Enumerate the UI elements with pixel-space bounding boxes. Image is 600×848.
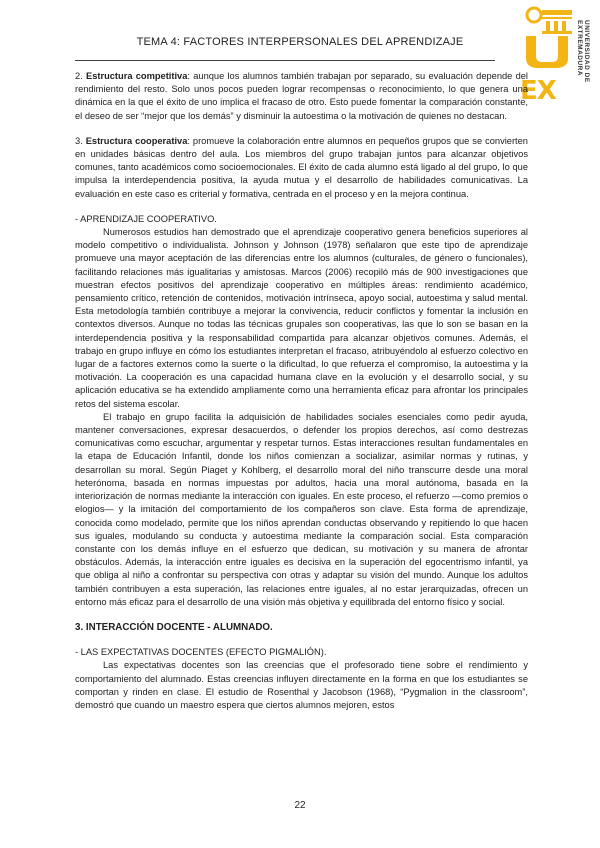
page-number: 22	[294, 800, 306, 811]
paragraph-cooperative-learning-1: Numerosos estudios han demostrado que el aprendizaje cooperativo genera beneficios superiores al modelo competitivo o individualista. Johnson y Johnson (1978) señalaron que este tipo de aprendizaje promueve una mayor aceptación de las diferencias entre los alumnos (culturales, de género o funcionales), facilitando relaciones más igualitarias y amistosas. Marcos (2006) recopiló más de 900 investigaciones que muestran efectos positivos del aprendizaje cooperativo en múltiples áreas: rendimiento académico, pensamiento crítico, retención de contenidos, motivación intrínseca, apoyo social, autoestima y salud mental. Esta metodología también contribuye a mejorar la convivencia, reducir conflictos y fomentar la inclusión en contextos diversos. Aunque no todas las técnicas grupales son cooperativas, las que lo son se basan en la interdependencia positiva y la responsabilidad compartida para alcanzar objetivos comunes. Además, el trabajo en grupo influye en cómo los estudiantes interpretan el fracaso, atribuyéndolo al esfuerzo colectivo en lugar de a factores externos como la suerte o la dificultad, lo que refuerza el compromiso, la autoestima y la motivación. La cooperación es una capacidad humana clave en la evolución y el desarrollo social, y su aplicación educativa se ha extendido ampliamente como una herramienta eficaz para afrontar los principales retos del sistema escolar.	[75, 227, 528, 409]
term-cooperative: Estructura cooperativa	[85, 135, 188, 146]
university-logo	[520, 6, 592, 106]
paragraph-text: : promueve la colaboración entre alumnos en pequeños grupos que se convierten en unidades básicas dentro del aula. Los miembros del grupo trabajan juntos para alcanzar objetivos comunes, tanto académicos como socioemocionales. El éxito de cada alumno está ligado al del grupo, lo que impulsa la interdependencia positiva, la ayuda mutua y el desarrollo de habilidades comunicativas. La evaluación en este caso es criterial y formativa, centrada en el proceso y en la mejora continua.	[75, 135, 528, 199]
logo-letters: EX	[520, 76, 556, 106]
item-number: 3.	[75, 135, 86, 146]
term-competitive: Estructura competitiva	[86, 71, 188, 81]
page-header: TEMA 4: FACTORES INTERPERSONALES DEL APRENDIZAJE	[136, 36, 464, 48]
logo-side-text: UNIVERSIDAD DE EXTREMADURA	[576, 20, 590, 83]
column-crest-icon	[524, 6, 574, 34]
header-rule	[75, 60, 495, 61]
paragraph-cooperative	[75, 135, 528, 201]
paragraph-competitive	[75, 70, 528, 123]
paragraph-expectations: Las expectativas docentes son las creencias que el profesorado tiene sobre el rendimiento y comportamiento del alumnado. Estas creencias influyen directamente en la forma en que los estudiantes se comportan y rinden en clase. El estudio de Rosenthal y Jacobson (1968), “Pygmalion in the classroom”, demostró que cuando un maestro espera que ciertos alumnos mejoren, estos	[75, 660, 528, 710]
subtitle-expectations: - LAS EXPECTATIVAS DOCENTES (EFECTO PIGMALIÓN).	[75, 647, 327, 658]
item-number: 2.	[75, 71, 86, 81]
paragraph-text: : aunque los alumnos también trabajan por separado, su evaluación depende del rendimiento del resto. Solo unos pocos pueden lograr recompensas o reconocimiento, lo que genera una dinámica en la que el éxito de uno implica el fracaso de otro. Esto puede fomentar la comparación constante, el deseo de ser “mejor que los demás” y disminuir la autoestima o la motivación de quienes no destacan.	[75, 71, 528, 121]
paragraph-cooperative-learning-2: El trabajo en grupo facilita la adquisición de habilidades sociales esenciales como pedir ayuda, mantener conversaciones, expresar desacuerdos, o defender los propios derechos, así como destrezas comunicativas como escuchar, argumentar y respetar turnos. Estas interacciones resultan fundamentales en la etapa de Educación Infantil, donde los niños comienzan a socializar, asimilar normas y rutinas, y desarrollan su moral. Según Piaget y Kohlberg, el desarrollo moral del niño transcurre desde una moral heterónoma, basada en normas impuestas por adultos, hacia una moral autónoma, basada en la interiorización de normas mediante la interacción con iguales. En este proceso, el refuerzo —como premios o elogios— y la imitación del comportamiento de los compañeros son clave. Esta forma de aprendizaje, conocida como modelado, permite que los niños aprendan conductas observando y repitiendo lo que hacen sus iguales, modulando su conducta y autoestima mediante la comparación social. Esta comparación constante con los demás influye en el esfuerzo que dedican, su motivación y su manera de afrontar obstáculos. Además, la interacción entre iguales es decisiva en la superación del egocentrismo infantil, ya que obliga al niño a confrontar su perspectiva con otras y adaptar su visión del mundo. Aunque los adultos también contribuyen a esta superación, las relaciones entre iguales, al no estar jerarquizadas, ofrecen un entorno más eficaz para el desarrollo de una visión más objetiva y equilibrada del entorno físico y social.	[75, 411, 528, 607]
section-heading: 3. INTERACCIÓN DOCENTE - ALUMNADO.	[75, 621, 273, 633]
page-content	[75, 70, 528, 712]
subtitle-cooperative-learning: - APRENDIZAJE COOPERATIVO.	[75, 213, 217, 224]
